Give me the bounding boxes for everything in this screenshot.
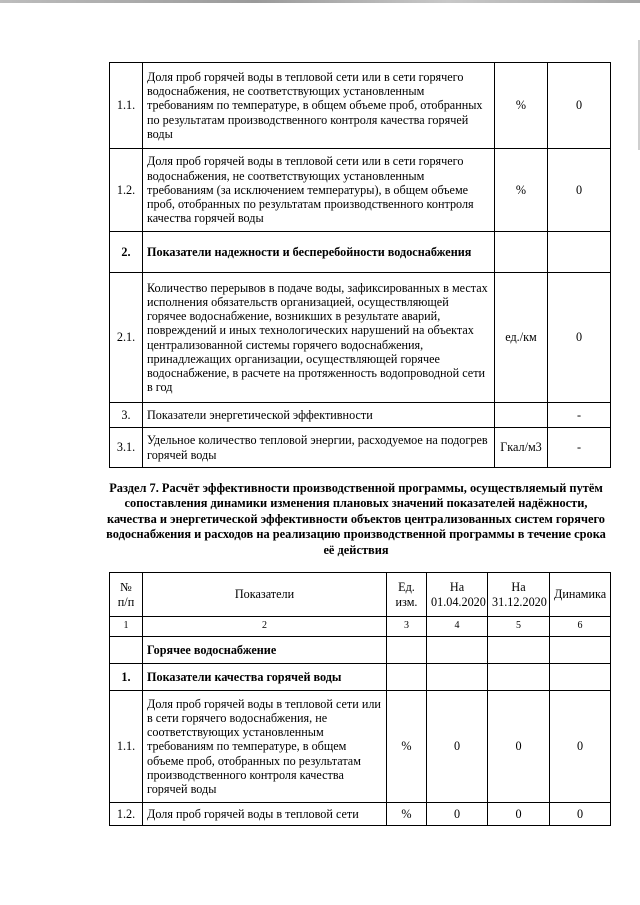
table-row bbox=[110, 273, 611, 403]
value-dynamics: 0 bbox=[550, 691, 611, 803]
col-number: 5 bbox=[488, 617, 550, 637]
value-date1: 0 bbox=[427, 691, 488, 803]
group-title: Горячее водоснабжение bbox=[143, 637, 387, 664]
indicator-name: Доля проб горячей воды в тепловой сети bbox=[143, 803, 387, 826]
value-date2: 0 bbox=[488, 691, 550, 803]
unit-cell bbox=[495, 232, 548, 273]
col-number: 2 bbox=[143, 617, 387, 637]
value-date1: 0 bbox=[427, 803, 488, 826]
value-date2: 0 bbox=[488, 803, 550, 826]
unit-cell: % bbox=[495, 63, 548, 149]
table-header-row bbox=[110, 573, 611, 617]
col-number: 6 bbox=[550, 617, 611, 637]
table-row bbox=[110, 232, 611, 273]
unit-cell: % bbox=[387, 803, 427, 826]
value-dynamics: 0 bbox=[550, 803, 611, 826]
header-date2: На 31.12.2020 bbox=[488, 573, 550, 617]
col-number: 1 bbox=[110, 617, 143, 637]
value-cell: - bbox=[548, 428, 611, 468]
table-row bbox=[110, 149, 611, 232]
row-number: 1.1. bbox=[110, 691, 143, 803]
row-number: 3. bbox=[110, 403, 143, 428]
section-heading: Показатели качества горячей воды bbox=[143, 664, 387, 691]
indicators-table-continued bbox=[109, 62, 611, 468]
value-cell: 0 bbox=[548, 273, 611, 403]
row-number: 2.1. bbox=[110, 273, 143, 403]
header-dynamics: Динамика bbox=[550, 573, 611, 617]
unit-cell: ед./км bbox=[495, 273, 548, 403]
value-cell bbox=[548, 232, 611, 273]
indicator-name: Удельное количество тепловой энергии, расходуемое на подогрев горячей воды bbox=[143, 428, 495, 468]
indicator-name: Доля проб горячей воды в тепловой сети или в сети горячего водоснабжения, не соответствующих установленным требованиям (за исключением температуры), в общем объеме проб, отобранных по результатам производственного контроля качества горячей воды bbox=[143, 149, 495, 232]
column-numbers-row bbox=[110, 617, 611, 637]
value-cell: 0 bbox=[548, 149, 611, 232]
table-row bbox=[110, 403, 611, 428]
table-row bbox=[110, 691, 611, 803]
col-number: 4 bbox=[427, 617, 488, 637]
row-number: 2. bbox=[110, 232, 143, 273]
row-number: 1. bbox=[110, 664, 143, 691]
header-num: № п/п bbox=[110, 573, 143, 617]
group-row bbox=[110, 637, 611, 664]
section-heading: Показатели энергетической эффективности bbox=[143, 403, 495, 428]
col-number: 3 bbox=[387, 617, 427, 637]
header-name: Показатели bbox=[143, 573, 387, 617]
row-number: 1.2. bbox=[110, 149, 143, 232]
unit-cell bbox=[495, 403, 548, 428]
efficiency-table bbox=[109, 572, 611, 826]
header-date1: На 01.04.2020 bbox=[427, 573, 488, 617]
scan-edge-top bbox=[0, 0, 640, 3]
header-unit: Ед. изм. bbox=[387, 573, 427, 617]
section-7-title: Раздел 7. Расчёт эффективности производственной программы, осуществляемый путём сопоставления динамики изменения плановых значений показателей надёжности, качества и энергетической эффективности объектов централизованных систем горячего водоснабжения и расходов на реализацию производственной программы в течение срока её действия bbox=[106, 481, 606, 557]
unit-cell: % bbox=[495, 149, 548, 232]
table-row bbox=[110, 428, 611, 468]
indicator-name: Доля проб горячей воды в тепловой сети или в сети горячего водоснабжения, не соответствующих установленным требованиям по температуре, в общем объеме проб, отобранных по результатам производственного контроля качества горячей воды bbox=[143, 691, 387, 803]
indicator-name: Количество перерывов в подаче воды, зафиксированных в местах исполнения обязательств организацией, осуществляющей горячее водоснабжение, возникших в результате аварий, повреждений и иных технологических нарушений на объектах централизованной системы горячего водоснабжения, принадлежащих организации, осуществляющей горячее водоснабжение, в расчете на протяженность водопроводной сети в год bbox=[143, 273, 495, 403]
indicator-name: Доля проб горячей воды в тепловой сети или в сети горячего водоснабжения, не соответствующих установленным требованиям по температуре, в общем объеме проб, отобранных по результатам производственного контроля качества горячей воды bbox=[143, 63, 495, 149]
unit-cell: Гкал/м3 bbox=[495, 428, 548, 468]
row-number: 3.1. bbox=[110, 428, 143, 468]
value-cell: 0 bbox=[548, 63, 611, 149]
unit-cell: % bbox=[387, 691, 427, 803]
table-row bbox=[110, 803, 611, 826]
section-heading: Показатели надежности и бесперебойности водоснабжения bbox=[143, 232, 495, 273]
section-row bbox=[110, 664, 611, 691]
row-number: 1.2. bbox=[110, 803, 143, 826]
value-cell: - bbox=[548, 403, 611, 428]
row-number: 1.1. bbox=[110, 63, 143, 149]
table-row bbox=[110, 63, 611, 149]
